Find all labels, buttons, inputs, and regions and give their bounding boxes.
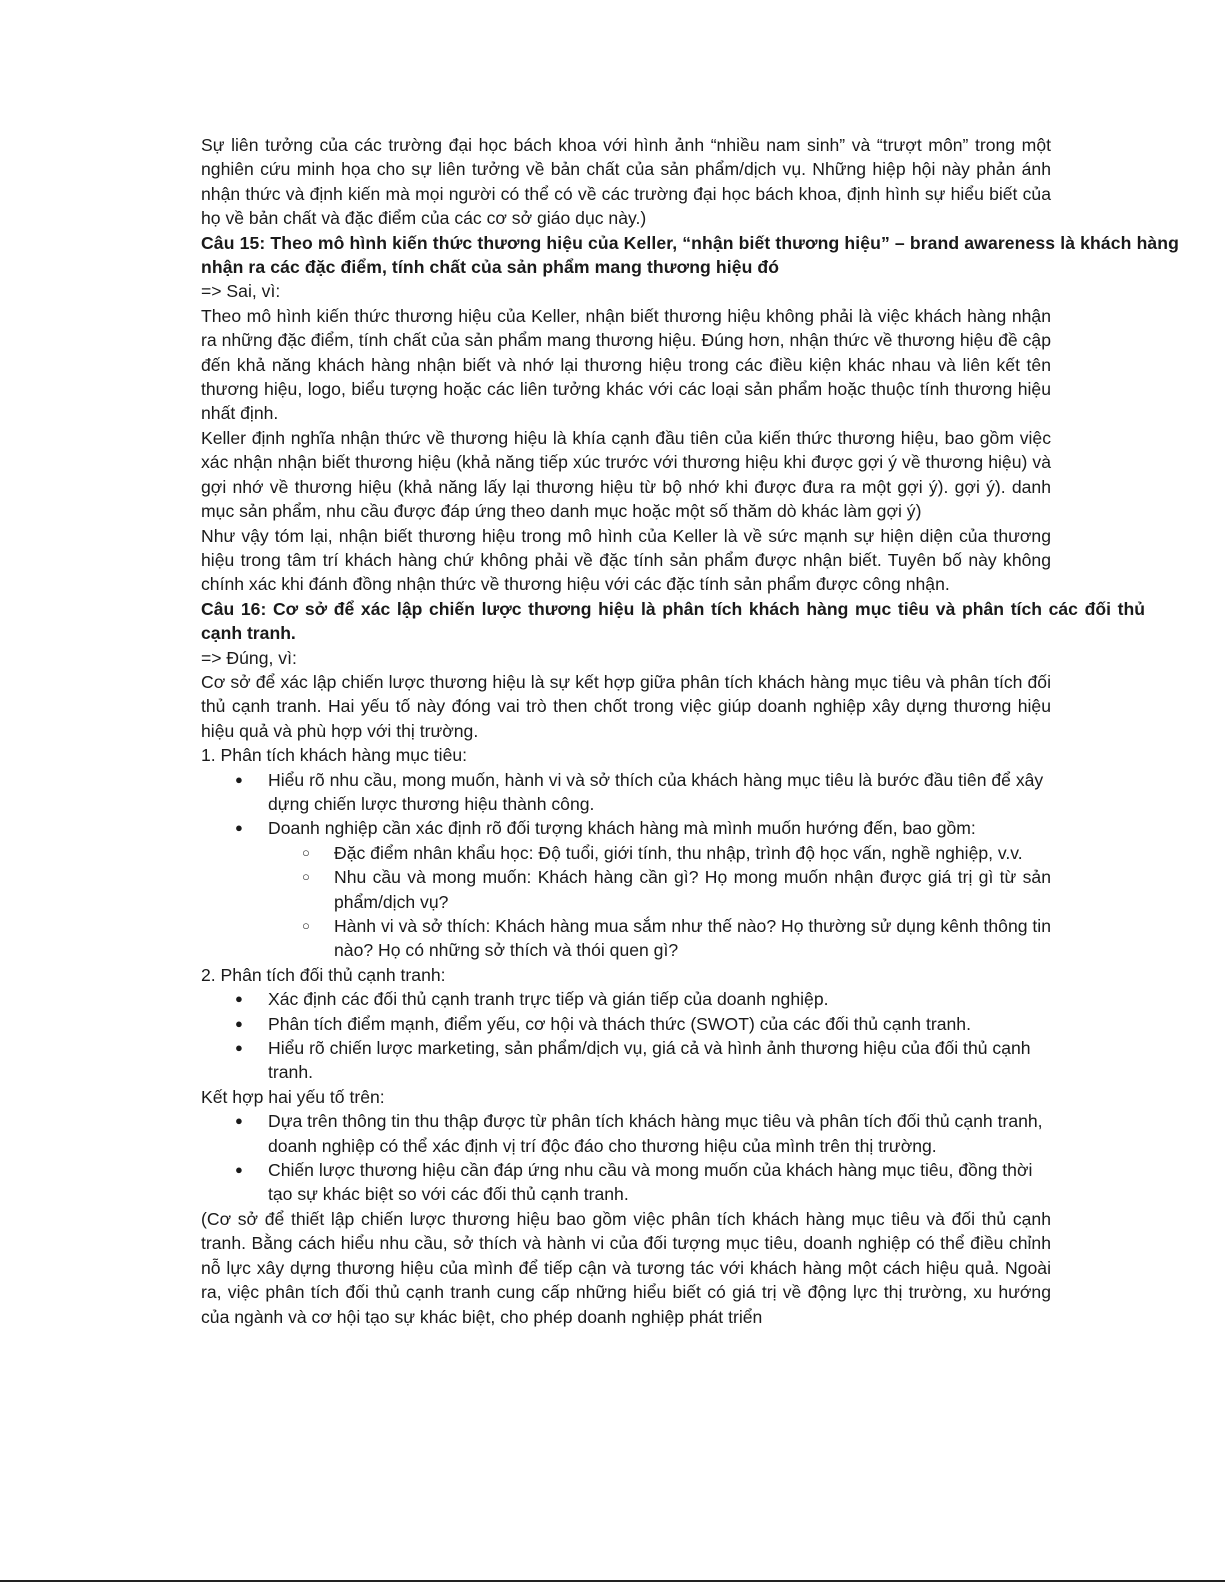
- section-2-list: [201, 987, 1051, 1085]
- question-16-heading: Câu 16: Cơ sở để xác lập chiến lược thương hiệu là phân tích khách hàng mục tiêu và phân tích các đối thủ cạnh tranh.: [201, 598, 1145, 644]
- list-item: ● Phân tích điểm mạnh, điểm yếu, cơ hội và thách thức (SWOT) của các đối thủ cạnh tranh.: [201, 1012, 1051, 1036]
- question-15-answer: => Sai, vì:: [201, 281, 281, 302]
- question-15-paragraph-1: Theo mô hình kiến thức thương hiệu của Keller, nhận biết thương hiệu không phải là việc khách hàng nhận ra những đặc điểm, tính chất của sản phẩm mang thương hiệu. Đúng hơn, nhận thức về thương hiệu đề cập đến khả năng khách hàng nhận biết và nhớ lại thương hiệu trong các điều kiện khác nhau và liên kết tên thương hiệu, logo, biểu tượng hoặc các liên tưởng khác với các loại sản phẩm hoặc thuộc tính thương hiệu nhất định.: [201, 305, 1051, 424]
- list-item: ● Chiến lược thương hiệu cần đáp ứng nhu cầu và mong muốn của khách hàng mục tiêu, đồng thời tạo sự khác biệt so với các đối thủ cạnh tranh.: [201, 1158, 1051, 1207]
- section-1-sublist: [201, 841, 1051, 963]
- intro-paragraph: Sự liên tưởng của các trường đại học bách khoa với hình ảnh “nhiều nam sinh” và “trượt môn” trong một nghiên cứu minh họa cho sự liên tưởng về bản chất của sản phẩm/dịch vụ. Những hiệp hội này phản ánh nhận thức và định kiến mà mọi người có thể có về các trường đại học bách khoa, định hình sự hiểu biết của họ về bản chất và đặc điểm của các cơ sở giáo dục này.): [201, 135, 1051, 229]
- list-item: ● Dựa trên thông tin thu thập được từ phân tích khách hàng mục tiêu và phân tích đối thủ cạnh tranh, doanh nghiệp có thể xác định vị trí độc đáo cho thương hiệu của mình trên thị trường.: [201, 1109, 1051, 1158]
- list-item: ● Xác định các đối thủ cạnh tranh trực tiếp và gián tiếp của doanh nghiệp.: [201, 987, 1051, 1011]
- document-body: [201, 133, 1179, 1329]
- question-16-answer: => Đúng, vì:: [201, 647, 297, 668]
- question-15-paragraph-2: Keller định nghĩa nhận thức về thương hiệu là khía cạnh đầu tiên của kiến thức thương hiệu, bao gồm việc xác nhận nhận biết thương hiệu (khả năng tiếp xúc trước với thương hiệu khi được gợi ý về thương hiệu) và gợi nhớ về thương hiệu (khả năng lấy lại thương hiệu từ bộ nhớ khi được đưa ra một gợi ý). gợi ý). danh mục sản phẩm, nhu cầu được đáp ứng theo danh mục hoặc một số thăm dò khác làm gợi ý): [201, 427, 1051, 522]
- list-item: ● Hiểu rõ nhu cầu, mong muốn, hành vi và sở thích của khách hàng mục tiêu là bước đầu tiên để xây dựng chiến lược thương hiệu thành công.: [201, 768, 1051, 817]
- question-15-paragraph-3: Như vậy tóm lại, nhận biết thương hiệu trong mô hình của Keller là về sức mạnh sự hiện diện của thương hiệu trong tâm trí khách hàng chứ không phải về đặc tính sản phẩm được nhận biết. Tuyên bố này không chính xác khi đánh đồng nhận thức về thương hiệu với các đặc tính sản phẩm được công nhận.: [201, 525, 1051, 595]
- page-bottom-divider: [0, 1580, 1225, 1582]
- question-15-heading: Câu 15: Theo mô hình kiến thức thương hiệu của Keller, “nhận biết thương hiệu” – brand awareness là khách hàng nhận ra các đặc điểm, tính chất của sản phẩm mang thương hiệu đó: [201, 232, 1179, 278]
- sub-list-item: ○ Hành vi và sở thích: Khách hàng mua sắm như thế nào? Họ thường sử dụng kênh thông tin nào? Họ có những sở thích và thói quen gì?: [201, 914, 1051, 963]
- combine-title: Kết hợp hai yếu tố trên:: [201, 1086, 385, 1107]
- question-16-paragraph-1: Cơ sở để xác lập chiến lược thương hiệu là sự kết hợp giữa phân tích khách hàng mục tiêu và phân tích đối thủ cạnh tranh. Hai yếu tố này đóng vai trò then chốt trong việc giúp doanh nghiệp xây dựng thương hiệu hiệu quả và phù hợp với thị trường.: [201, 671, 1051, 741]
- section-2-title: 2. Phân tích đối thủ cạnh tranh:: [201, 964, 446, 985]
- list-item: [201, 816, 1051, 962]
- list-item-text: Doanh nghiệp cần xác định rõ đối tượng khách hàng mà mình muốn hướng đến, bao gồm:: [268, 818, 976, 839]
- list-item: ● Hiểu rõ chiến lược marketing, sản phẩm/dịch vụ, giá cả và hình ảnh thương hiệu của đối thủ cạnh tranh.: [201, 1036, 1051, 1085]
- sub-list-item: ○ Đặc điểm nhân khẩu học: Độ tuổi, giới tính, thu nhập, trình độ học vấn, nghề nghiệp, v.v.: [201, 841, 1051, 865]
- section-1-list: [201, 768, 1051, 963]
- closing-paragraph: (Cơ sở để thiết lập chiến lược thương hiệu bao gồm việc phân tích khách hàng mục tiêu và đối thủ cạnh tranh. Bằng cách hiểu nhu cầu, sở thích và hành vi của đối tượng mục tiêu, doanh nghiệp có thể điều chỉnh nỗ lực xây dựng thương hiệu của mình để tiếp cận và tương tác với khách hàng một cách hiệu quả. Ngoài ra, việc phân tích đối thủ cạnh tranh cung cấp những hiểu biết có giá trị về động lực thị trường, xu hướng của ngành và cơ hội tạo sự khác biệt, cho phép doanh nghiệp phát triển: [201, 1208, 1051, 1327]
- sub-list-item: ○ Nhu cầu và mong muốn: Khách hàng cần gì? Họ mong muốn nhận được giá trị gì từ sản phẩm/dịch vụ?: [201, 865, 1051, 914]
- section-1-title: 1. Phân tích khách hàng mục tiêu:: [201, 745, 468, 766]
- combine-list: [201, 1109, 1051, 1207]
